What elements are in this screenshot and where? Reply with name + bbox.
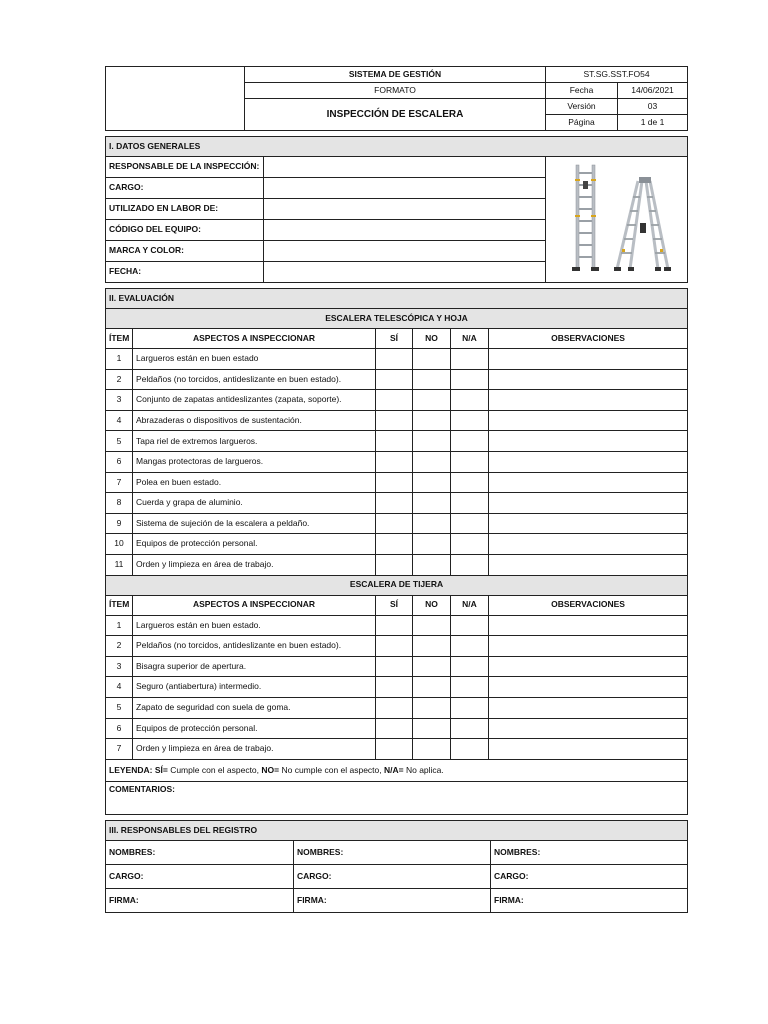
checklist-row [106,369,688,390]
check-na[interactable] [451,410,489,431]
item-aspect: Seguro (antiabertura) intermedio. [133,677,376,698]
check-si[interactable] [376,697,413,718]
checklist-row [106,656,688,677]
field-label: MARCA Y COLOR: [106,241,264,262]
check-si[interactable] [376,451,413,472]
check-si[interactable] [376,493,413,514]
cargo-field-2[interactable]: CARGO: [294,864,491,888]
col-aspect: ASPECTOS A INSPECCIONAR [133,595,376,615]
responsables-table [105,820,688,913]
col-no: NO [413,329,451,349]
system-title: SISTEMA DE GESTIÓN [245,67,546,83]
item-aspect: Abrazaderas o dispositivos de sustentación. [133,410,376,431]
item-number: 6 [106,718,133,739]
item-number: 4 [106,677,133,698]
checklist-row [106,493,688,514]
version-label: Versión [546,99,618,115]
checklist-row [106,677,688,698]
check-no[interactable] [413,636,451,657]
field-label: RESPONSABLE DE LA INSPECCIÓN: [106,157,264,178]
legend [106,759,688,781]
item-aspect: Equipos de protección personal. [133,718,376,739]
comments-label: COMENTARIOS: [109,783,175,794]
marca-input[interactable] [264,241,546,262]
item-aspect: Largueros están en buen estado [133,349,376,370]
item-number: 7 [106,739,133,760]
check-na[interactable] [451,513,489,534]
item-aspect: Cuerda y grapa de aluminio. [133,493,376,514]
observation-input[interactable] [489,369,688,390]
check-no[interactable] [413,410,451,431]
check-no[interactable] [413,451,451,472]
checklist-row [106,431,688,452]
item-number: 3 [106,390,133,411]
observation-input[interactable] [489,718,688,739]
field-label: UTILIZADO EN LABOR DE: [106,199,264,220]
field-label: CARGO: [106,178,264,199]
col-aspect: ASPECTOS A INSPECCIONAR [133,329,376,349]
check-si[interactable] [376,677,413,698]
field-label: FECHA: [106,262,264,283]
section-evaluation-title: II. EVALUACIÓN [106,289,688,309]
check-na[interactable] [451,656,489,677]
checklist-row [106,718,688,739]
observation-input[interactable] [489,451,688,472]
item-aspect: Zapato de seguridad con suela de goma. [133,697,376,718]
item-number: 8 [106,493,133,514]
group-tijera-title: ESCALERA DE TIJERA [106,575,688,595]
observation-input[interactable] [489,697,688,718]
checklist-row [106,349,688,370]
section-responsables-title: III. RESPONSABLES DEL REGISTRO [106,820,688,840]
check-na[interactable] [451,390,489,411]
check-no[interactable] [413,349,451,370]
fecha-value: 14/06/2021 [618,83,688,99]
check-no[interactable] [413,615,451,636]
check-si[interactable] [376,534,413,555]
item-aspect: Bisagra superior de apertura. [133,656,376,677]
item-number: 10 [106,534,133,555]
check-na[interactable] [451,349,489,370]
observation-input[interactable] [489,636,688,657]
item-aspect: Equipos de protección personal. [133,534,376,555]
item-number: 6 [106,451,133,472]
check-no[interactable] [413,677,451,698]
check-no[interactable] [413,739,451,760]
group-telescopic-rows [106,349,688,576]
item-number: 3 [106,656,133,677]
observation-input[interactable] [489,410,688,431]
check-si[interactable] [376,390,413,411]
checklist-row [106,739,688,760]
check-na[interactable] [451,677,489,698]
check-no[interactable] [413,534,451,555]
nombres-field-3[interactable]: NOMBRES: [491,840,688,864]
check-na[interactable] [451,615,489,636]
cargo-field-1[interactable]: CARGO: [106,864,294,888]
check-na[interactable] [451,369,489,390]
item-aspect: Mangas protectoras de largueros. [133,451,376,472]
group-telescopic-title: ESCALERA TELESCÓPICA Y HOJA [106,309,688,329]
form-code: ST.SG.SST.FO54 [546,67,688,83]
check-si[interactable] [376,431,413,452]
check-na[interactable] [451,554,489,575]
check-na[interactable] [451,493,489,514]
legend-si-text: Cumple con el aspecto, [167,764,262,775]
checklist-row [106,697,688,718]
legend-si-key: SÍ= [154,764,168,775]
firma-field-2[interactable]: FIRMA: [294,888,491,912]
check-no[interactable] [413,656,451,677]
check-no[interactable] [413,513,451,534]
item-aspect: Polea en buen estado. [133,472,376,493]
item-aspect: Sistema de sujeción de la escalera a peldaño. [133,513,376,534]
item-number: 2 [106,636,133,657]
observation-input[interactable] [489,656,688,677]
check-si[interactable] [376,513,413,534]
labor-input[interactable] [264,199,546,220]
observation-input[interactable] [489,513,688,534]
checklist-row [106,472,688,493]
check-no[interactable] [413,431,451,452]
item-number: 5 [106,431,133,452]
inspection-form [105,66,687,913]
check-si[interactable] [376,615,413,636]
check-si[interactable] [376,739,413,760]
col-obs: OBSERVACIONES [489,329,688,349]
form-title: INSPECCIÓN DE ESCALERA [245,99,546,131]
codigo-input[interactable] [264,220,546,241]
item-number: 7 [106,472,133,493]
cargo-input[interactable] [264,178,546,199]
check-na[interactable] [451,534,489,555]
col-obs: OBSERVACIONES [489,595,688,615]
ladder-image [546,157,688,283]
check-na[interactable] [451,472,489,493]
firma-field-3[interactable]: FIRMA: [491,888,688,912]
check-na[interactable] [451,451,489,472]
check-no[interactable] [413,369,451,390]
check-si[interactable] [376,369,413,390]
observation-input[interactable] [489,472,688,493]
legend-na-key: N/A= [384,764,404,775]
check-no[interactable] [413,472,451,493]
item-number: 11 [106,554,133,575]
item-number: 2 [106,369,133,390]
checklist-row [106,513,688,534]
legend-na-text: No aplica. [403,764,444,775]
nombres-field-1[interactable]: NOMBRES: [106,840,294,864]
version-value: 03 [618,99,688,115]
check-na[interactable] [451,636,489,657]
item-number: 5 [106,697,133,718]
col-item: ÍTEM [106,329,133,349]
col-si: SÍ [376,595,413,615]
col-na: N/A [451,595,489,615]
item-number: 9 [106,513,133,534]
ladder-icon [562,159,672,277]
check-no[interactable] [413,493,451,514]
observation-input[interactable] [489,431,688,452]
item-aspect: Orden y limpieza en área de trabajo. [133,554,376,575]
form-header [105,66,688,131]
item-aspect: Peldaños (no torcidos, antideslizante en buen estado). [133,369,376,390]
pagina-label: Página [546,115,618,131]
observation-input[interactable] [489,493,688,514]
format-label: FORMATO [245,83,546,99]
checklist-row [106,390,688,411]
col-no: NO [413,595,451,615]
check-si[interactable] [376,472,413,493]
check-no[interactable] [413,554,451,575]
item-number: 1 [106,349,133,370]
observation-input[interactable] [489,739,688,760]
observation-input[interactable] [489,677,688,698]
check-no[interactable] [413,697,451,718]
item-aspect: Largueros están en buen estado. [133,615,376,636]
checklist-row [106,451,688,472]
observation-input[interactable] [489,349,688,370]
item-aspect: Peldaños (no torcidos, antideslizante en buen estado). [133,636,376,657]
legend-no-text: No cumple con el aspecto, [279,764,384,775]
item-aspect: Conjunto de zapatas antideslizantes (zapata, soporte). [133,390,376,411]
legend-no-key: NO= [261,764,280,775]
observation-input[interactable] [489,615,688,636]
check-na[interactable] [451,718,489,739]
general-data-table [105,136,688,283]
section-general-title: I. DATOS GENERALES [106,137,688,157]
check-si[interactable] [376,718,413,739]
check-si[interactable] [376,349,413,370]
item-number: 1 [106,615,133,636]
check-na[interactable] [451,739,489,760]
check-si[interactable] [376,636,413,657]
logo-area [106,67,245,131]
legend-prefix: LEYENDA: [109,764,153,775]
check-no[interactable] [413,718,451,739]
fecha-label: Fecha [546,83,618,99]
field-label: CÓDIGO DEL EQUIPO: [106,220,264,241]
firma-field-1[interactable]: FIRMA: [106,888,294,912]
fecha-input[interactable] [264,262,546,283]
check-si[interactable] [376,656,413,677]
check-no[interactable] [413,390,451,411]
evaluation-table [105,288,688,815]
checklist-row [106,615,688,636]
check-si[interactable] [376,554,413,575]
checklist-row [106,554,688,575]
check-si[interactable] [376,410,413,431]
col-si: SÍ [376,329,413,349]
checklist-row [106,410,688,431]
checklist-row [106,534,688,555]
check-na[interactable] [451,697,489,718]
responsable-input[interactable] [264,157,546,178]
comments-field[interactable] [106,781,688,814]
item-number: 4 [106,410,133,431]
item-aspect: Orden y limpieza en área de trabajo. [133,739,376,760]
col-item: ÍTEM [106,595,133,615]
observation-input[interactable] [489,534,688,555]
item-aspect: Tapa riel de extremos largueros. [133,431,376,452]
observation-input[interactable] [489,554,688,575]
checklist-row [106,636,688,657]
check-na[interactable] [451,431,489,452]
observation-input[interactable] [489,390,688,411]
cargo-field-3[interactable]: CARGO: [491,864,688,888]
col-na: N/A [451,329,489,349]
group-tijera-rows [106,615,688,759]
nombres-field-2[interactable]: NOMBRES: [294,840,491,864]
pagina-value: 1 de 1 [618,115,688,131]
